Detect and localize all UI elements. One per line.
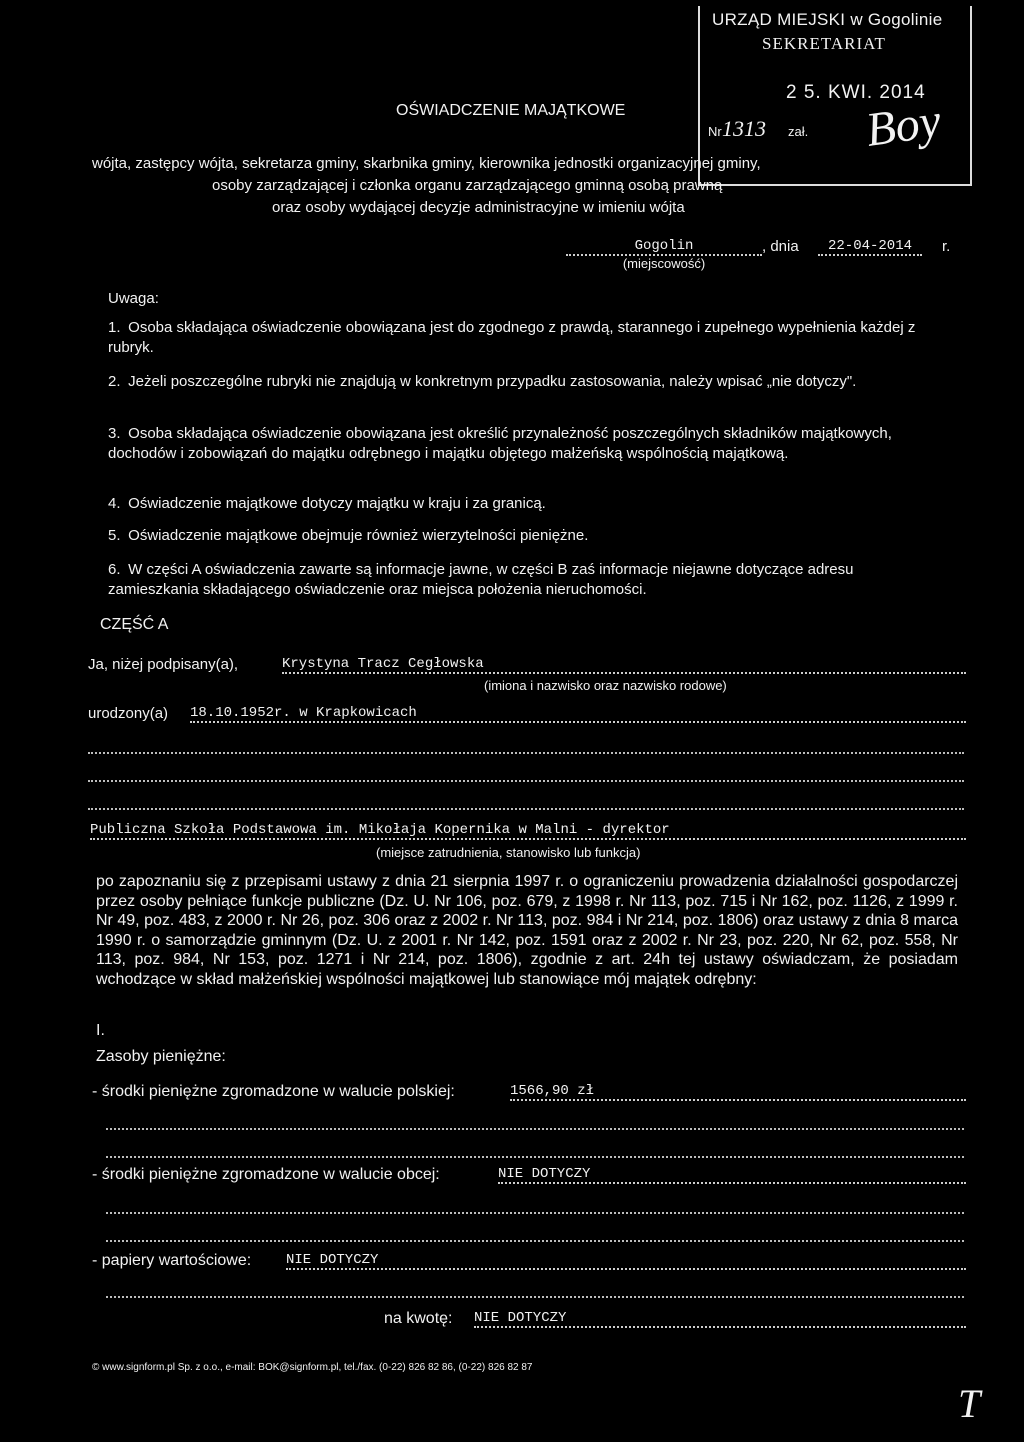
note-text: Oświadczenie majątkowe dotyczy majątku w kraju i za granicą. xyxy=(128,495,546,512)
workplace-caption: (miejsce zatrudnienia, stanowisko lub funkcja) xyxy=(376,845,641,860)
note-text: Osoba składająca oświadczenie obowiązana jest do zgodnego z prawdą, starannego i zupełnego wypełnienia każdej z rubryk. xyxy=(108,319,916,356)
stamp-office: URZĄD MIEJSKI w Gogolinie xyxy=(712,10,943,29)
note-item xyxy=(108,424,948,464)
note-item xyxy=(108,526,948,546)
foreign-label: - środki pieniężne zgromadzone w walucie obcej: xyxy=(92,1166,440,1183)
pln-value: 1566,90 zł xyxy=(510,1083,966,1101)
amount-label: na kwotę: xyxy=(384,1310,453,1327)
place-caption: (miejscowość) xyxy=(622,256,706,271)
born-value: 18.10.1952r. w Krapkowicach xyxy=(190,705,966,723)
note-text: Osoba składająca oświadczenie obowiązana jest określić przynależność poszczególnych składników majątkowych, dochodów i zobowiązań do majątku odrębnego i majątku objętego małżeńską wspólnością majątkową. xyxy=(108,425,892,462)
note-number: 2. xyxy=(108,373,121,390)
place-field xyxy=(566,238,762,271)
note-number: 5. xyxy=(108,527,121,544)
note-text: Jeżeli poszczególne rubryki nie znajdują w konkretnym przypadku zastosowania, należy wpisać „nie dotyczy". xyxy=(128,373,857,390)
header-subtitle-1: wójta, zastępcy wójta, sekretarza gminy, skarbnika gminy, kierownika jednostki organizacyjnej gminy, xyxy=(92,155,761,172)
stamp-zal-label: zał. xyxy=(788,124,809,139)
note-number: 1. xyxy=(108,319,121,336)
stamp-date: 2 5. KWI. 2014 xyxy=(786,82,926,103)
date-value: 22-04-2014 xyxy=(818,238,922,256)
blank-line xyxy=(106,1212,964,1214)
date-suffix: r. xyxy=(942,238,951,255)
workplace-value: Publiczna Szkoła Podstawowa im. Mikołaja Kopernika w Malni - dyrektor xyxy=(90,822,966,840)
note-number: 3. xyxy=(108,425,121,442)
header-subtitle-3: oraz osoby wydającej decyzje administracyjne w imieniu wójta xyxy=(272,199,685,216)
blank-line xyxy=(88,808,964,810)
notes-heading: Uwaga: xyxy=(108,290,159,307)
note-item xyxy=(108,494,948,514)
blank-line xyxy=(106,1240,964,1242)
place-value: Gogolin xyxy=(566,238,762,256)
pln-label: - środki pieniężne zgromadzone w walucie polskiej: xyxy=(92,1083,455,1100)
securities-value: NIE DOTYCZY xyxy=(286,1252,966,1270)
blank-line xyxy=(106,1156,964,1158)
date-label: , dnia xyxy=(762,238,799,255)
blank-line xyxy=(106,1128,964,1130)
footer-copyright: © www.signform.pl Sp. z o.o., e-mail: BOK@signform.pl, tel./fax. (0-22) 826 82 86, (0-22) 826 82 87 xyxy=(92,1362,533,1373)
stamp-signature: Boy xyxy=(862,94,944,157)
declaration-text: po zapoznaniu się z przepisami ustawy z dnia 21 sierpnia 1997 r. o ograniczeniu prowadzenia działalności gospodarczej przez osoby pełniące funkcje publiczne (Dz. U. Nr 106, poz. 679, z 1998 r. Nr 113, poz. 715 i Nr 162, poz. 1126, z 1999 r. Nr 49, poz. 483, z 2000 r. Nr 26, poz. 306 oraz z 2002 r. Nr 113, poz. 984 i Nr 214, poz. 1806) oraz ustawy z dnia 8 marca 1990 r. o samorządzie gminnym (Dz. U. z 2001 r. Nr 142, poz. 1591 oraz z 2002 r. Nr 23, poz. 220, Nr 62, poz. 558, Nr 113, poz. 984, Nr 153, poz. 1271 i Nr 214, poz. 1806), zgodnie z art. 24h tej ustawy oświadczam, że posiadam wchodzące w skład małżeńskiej wspólności majątkowej lub stanowiące mój majątek odrębny: xyxy=(96,873,958,988)
note-item xyxy=(108,318,948,358)
part-i-roman: I. xyxy=(96,1022,105,1039)
securities-label: - papiery wartościowe: xyxy=(92,1252,252,1269)
signer-value: Krystyna Tracz Cegłowska xyxy=(282,656,966,674)
born-label: urodzony(a) xyxy=(88,705,169,722)
note-item xyxy=(108,560,948,600)
signer-caption: (imiona i nazwisko oraz nazwisko rodowe) xyxy=(484,678,727,693)
note-item xyxy=(108,372,948,392)
document-title: OŚWIADCZENIE MAJĄTKOWE xyxy=(396,102,626,119)
section-a-heading: CZĘŚĆ A xyxy=(100,616,169,633)
stamp-department: SEKRETARIAT xyxy=(762,34,886,53)
header-subtitle-2: osoby zarządzającej i członka organu zarządzającego gminną osobą prawną xyxy=(212,177,723,194)
blank-line xyxy=(88,752,964,754)
foreign-value: NIE DOTYCZY xyxy=(498,1166,966,1184)
blank-line xyxy=(106,1296,964,1298)
amount-value: NIE DOTYCZY xyxy=(474,1310,966,1328)
stamp-nr-label: Nr xyxy=(708,124,722,139)
note-number: 6. xyxy=(108,561,121,578)
signer-label: Ja, niżej podpisany(a), xyxy=(88,656,239,673)
signer-line xyxy=(282,656,966,674)
stamp-nr-value: 1313 xyxy=(722,116,766,141)
corner-mark: T xyxy=(958,1381,981,1426)
part-i-heading: Zasoby pieniężne: xyxy=(96,1048,226,1065)
note-text: W części A oświadczenia zawarte są informacje jawne, w części B zaś informacje niejawne dotyczące adresu zamieszkania składającego oświadczenie oraz miejsca położenia nieruchomości. xyxy=(108,561,854,598)
blank-line xyxy=(88,780,964,782)
note-text: Oświadczenie majątkowe obejmuje również wierzytelności pieniężne. xyxy=(128,527,589,544)
note-number: 4. xyxy=(108,495,121,512)
